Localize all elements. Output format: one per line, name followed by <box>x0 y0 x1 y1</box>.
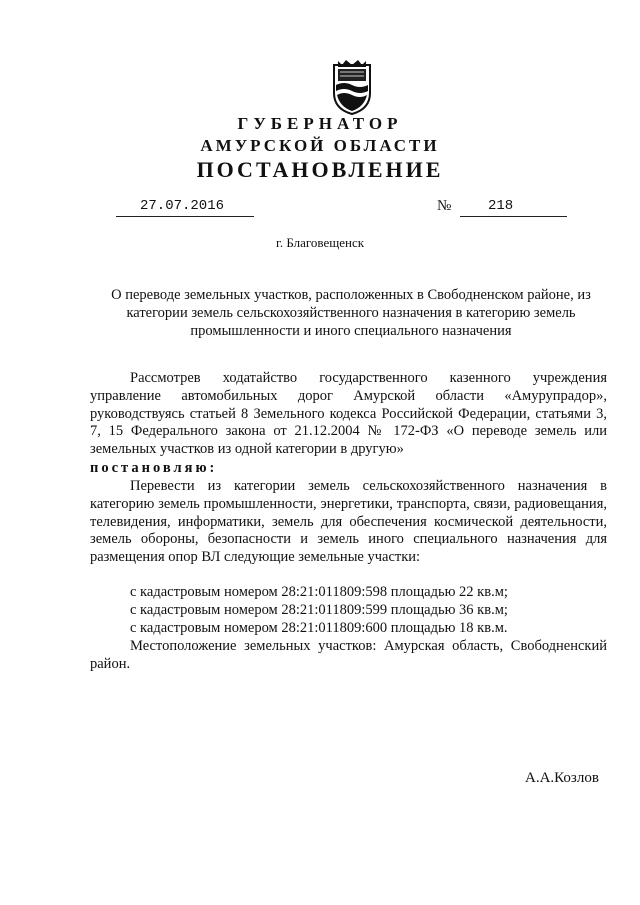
list-item: с кадастровым номером 28:21:011809:599 площадью 36 кв.м; <box>130 601 508 618</box>
parcel-list <box>130 584 508 637</box>
coat-of-arms-emblem <box>330 57 374 115</box>
date-field <box>116 198 254 217</box>
list-item: с кадастровым номером 28:21:011809:600 площадью 18 кв.м. <box>130 619 508 636</box>
list-item: с кадастровым номером 28:21:011809:598 площадью 22 кв.м; <box>130 584 508 600</box>
document-date: 27.07.2016 <box>140 198 225 214</box>
document-subject: О переводе земельных участков, расположенных в Свободненском районе, из категории земель сельскохозяйственного назначения в категорию земель промышленности и иного специального назначения <box>111 287 591 339</box>
city: г. Благовещенск <box>275 235 365 250</box>
document-number: 218 <box>488 198 514 214</box>
header-decree-title: ПОСТАНОВЛЕНИЕ <box>196 157 444 182</box>
number-label: № <box>437 198 452 214</box>
header-region: АМУРСКОЙ ОБЛАСТИ <box>200 136 440 155</box>
body-paragraph-1: Рассмотрев ходатайство государственного казенного учреждения управление автомобильных дорог Амурской области «Амурупрадор», руководствуясь статьей 8 Земельного кодекса Российской Федерации, статьями 3, 7, 15 Федерального закона от 21.12.2004 № 172-ФЗ «О переводе земель или земельных участков из одной категории в другую» <box>90 370 607 458</box>
decree-word: постановляю: <box>90 460 218 476</box>
body-paragraph-2: Перевести из категории земель сельскохозяйственного назначения в категорию земель промышленности, энергетики, транспорта, связи, радиовещания, телевидения, информатики, земель для обеспечения космической деятельности, земель обороны, безопасности и земель иного специального назначения для размещения опор ВЛ следующие земельные участки: <box>90 478 607 566</box>
header-governor: ГУБЕРНАТОР <box>237 114 403 133</box>
body-paragraph-3: Местоположение земельных участков: Амурская область, Свободненский район. <box>90 638 607 672</box>
signature-name: А.А.Козлов <box>525 770 599 786</box>
number-field <box>460 198 567 217</box>
